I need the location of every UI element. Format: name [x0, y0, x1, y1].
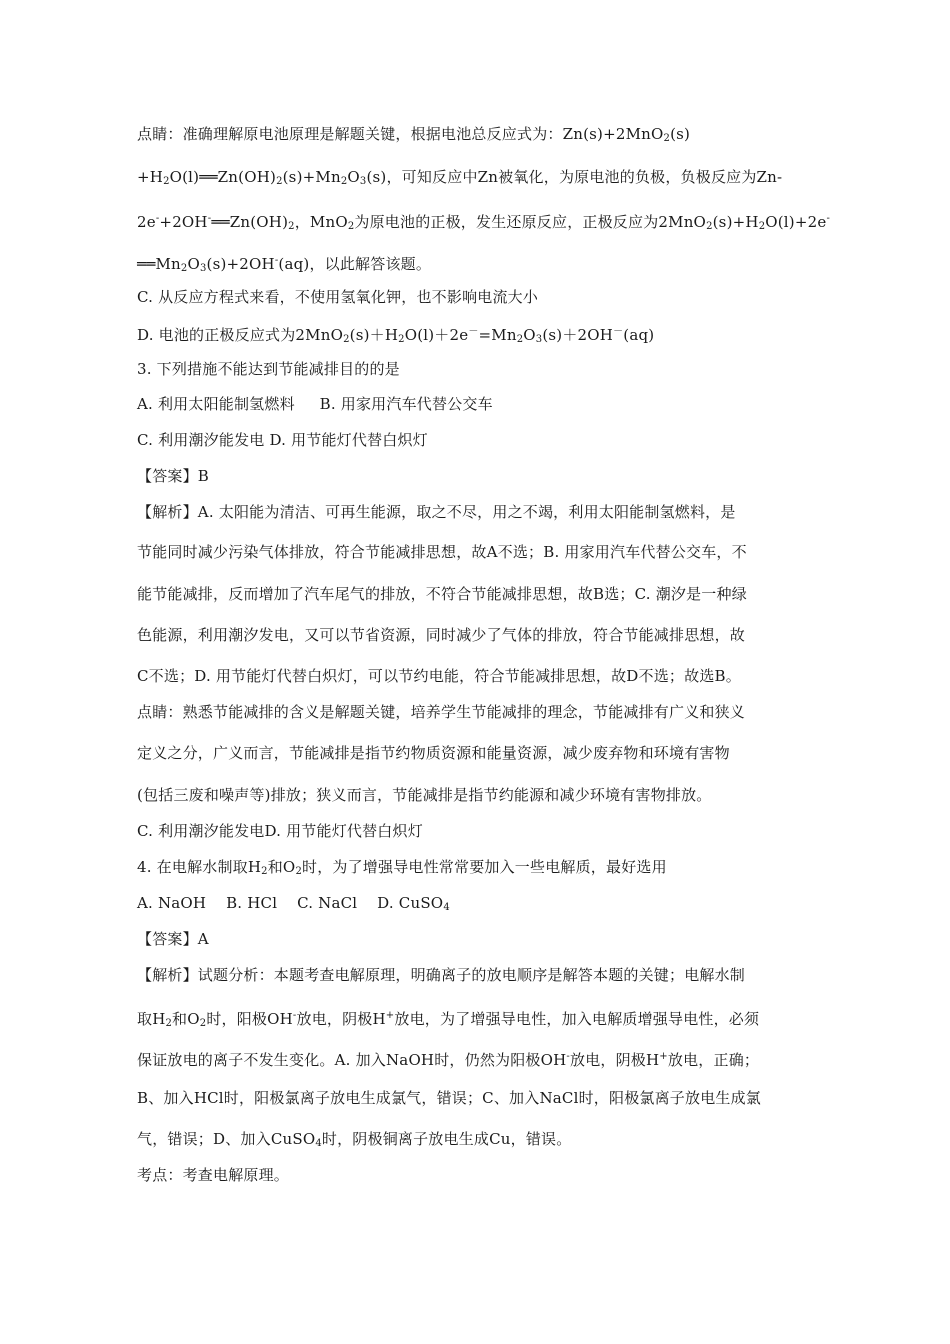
dianjing-line-4: $══Mn_2O_3(s)+2OH^-(aq)$，以此解答该题。: [137, 255, 432, 274]
q3-analysis-line-4: 色能源，利用潮汐发电，又可以节省资源，同时减少了气体的排放，符合节能减排思想，故: [137, 626, 746, 644]
q3-dianjing-line-1: 点睛：熟悉节能减排的含义是解题关键，培养学生节能减排的理念，节能减排有广义和狭义: [137, 703, 746, 721]
q4-analysis-line-3: 保证放电的离子不发生变化。A. 加入NaOH时，仍然为阳极OH-放电，阴极H+放电，正确；: [137, 1051, 760, 1069]
q3-analysis-line-1: 【解析】A. 太阳能为清洁、可再生能源，取之不尽，用之不竭，利用太阳能制氢燃料，是: [137, 503, 736, 521]
q4-analysis-line-2: 取$H_2$和$O_2$时，阳极OH-放电，阴极H+放电，为了增强导电性，加入电解质增强导电性，必须: [137, 1010, 760, 1029]
q3-analysis-line-5: C不选；D. 用节能灯代替白炽灯，可以节约电能，符合节能减排思想，故D不选；故选B。: [137, 667, 741, 685]
q3-stem: 3. 下列措施不能达到节能减排目的的是: [137, 360, 400, 378]
q4-analysis-line-4: B、加入HCl时，阳极氯离子放电生成氯气，错误；C、加入NaCl时，阳极氯离子放电生成氯: [137, 1089, 762, 1107]
q4-analysis-line-1: 【解析】试题分析：本题考查电解原理，明确离子的放电顺序是解答本题的关键；电解水制: [137, 966, 746, 984]
q3-analysis-line-2: 节能同时减少污染气体排放，符合节能减排思想，故A不选；B. 用家用汽车代替公交车，不: [137, 543, 747, 561]
q2-option-d: D. 电池的正极反应式为$2MnO_2(s)+H_2O(l)+2e^-=Mn_2O_3(s)+2OH^-(aq)$: [137, 326, 655, 345]
q3-analysis-line-3: 能节能减排，反而增加了汽车尾气的排放，不符合节能减排思想，故B选；C. 潮汐是一种绿: [137, 585, 747, 603]
q4-options: A. NaOH B. HCl C. NaCl D. CuSO$_4$: [137, 894, 450, 913]
dianjing-line-3: $2e^-+2OH^-══Zn(OH)_2$，MnO$_2$为原电池的正极，发生还原反应，正极反应为$2MnO_2(s)+H_2O(l)+2e^-$: [137, 213, 831, 232]
dianjing-line-1: 点睛：准确理解原电池原理是解题关键，根据电池总反应式为：Zn(s)+2MnO$_2$(s): [137, 125, 691, 144]
q3-dianjing-line-2: 定义之分，广义而言，节能减排是指节约物质资源和能量资源，减少废弃物和环境有害物: [137, 744, 730, 762]
q4-analysis-line-5: 气，错误；D、加入CuSO$_4$时，阴极铜离子放电生成Cu，错误。: [137, 1130, 572, 1149]
q4-kaodian: 考点：考查电解原理。: [137, 1166, 290, 1184]
q2-option-c: C. 从反应方程式来看，不使用氢氧化钾，也不影响电流大小: [137, 288, 539, 306]
q3-answer: 【答案】B: [137, 467, 210, 485]
q4-stem: 4. 在电解水制取$H_2$和$O_2$时，为了增强导电性常常要加入一些电解质，最好选用: [137, 858, 667, 877]
q3-options-recap: C. 利用潮汐能发电D. 用节能灯代替白炽灯: [137, 822, 423, 840]
q3-options-ab: A. 利用太阳能制氢燃料 B. 用家用汽车代替公交车: [137, 395, 493, 413]
q4-answer: 【答案】A: [137, 930, 209, 948]
dianjing-line-2: $+H_2O(l)══Zn(OH)_2(s)+Mn_2O_3(s)$，可知反应中Zn被氧化，为原电池的负极，负极反应为Zn-: [137, 168, 783, 187]
q3-options-cd: C. 利用潮汐能发电 D. 用节能灯代替白炽灯: [137, 431, 428, 449]
q3-dianjing-line-3: (包括三废和噪声等)排放；狭义而言，节能减排是指节约能源和减少环境有害物排放。: [137, 786, 712, 804]
